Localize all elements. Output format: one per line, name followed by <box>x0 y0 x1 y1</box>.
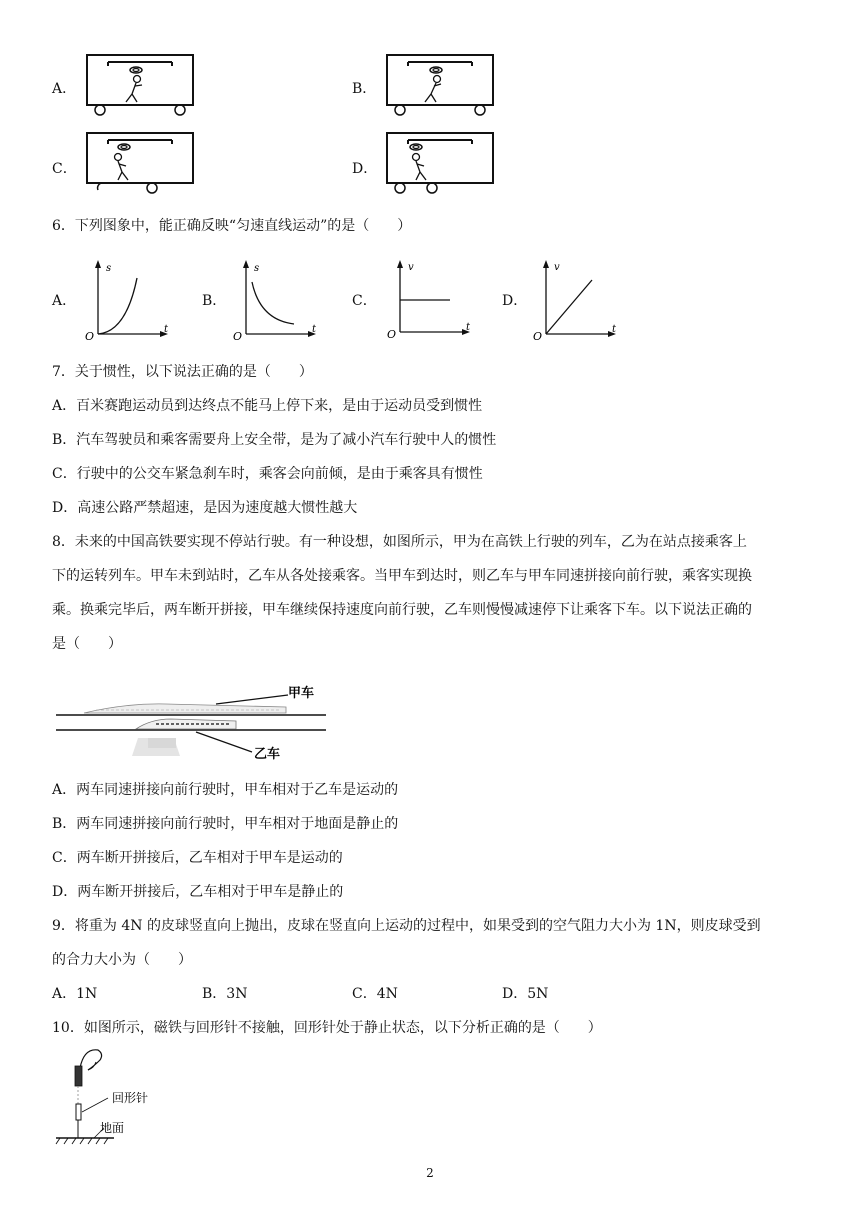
q8-stem-line-3: 乘。换乘完毕后，两车断开拼接，甲车继续保持速度向前行驶，乙车则慢慢减速停下让乘客下车。以下说法正确的 <box>52 602 752 618</box>
q5-option-b-letter: B． <box>352 81 377 97</box>
q6-graph-b-x-label: t <box>312 324 317 335</box>
q8-option-a: A．两车同速拼接向前行驶时，甲车相对于乙车是运动的 <box>52 782 399 798</box>
q7-option-c: C．行驶中的公交车紧急刹车时，乘客会向前倾，是由于乘客具有惯性 <box>52 466 483 482</box>
q6-graph-a <box>82 258 172 346</box>
q8-label-train-b: 乙车 <box>254 747 281 762</box>
q9-option-a: A．1N <box>52 986 98 1002</box>
q6-graph-d-x-label: t <box>612 324 617 335</box>
q9-stem-line-2: 的合力大小为（ ） <box>52 952 192 968</box>
q6-stem: 6．下列图象中，能正确反映“匀速直线运动”的是（ ） <box>52 218 412 234</box>
q6-graph-c <box>384 258 474 346</box>
q7-option-a: A．百米赛跑运动员到达终点不能马上停下来，是由于运动员受到惯性 <box>52 398 483 414</box>
q6-graph-b-y-label: s <box>254 263 260 274</box>
q6-graph-a-x-label: t <box>164 324 169 335</box>
q6-option-a-letter: A． <box>52 293 77 309</box>
q8-option-b: B．两车同速拼接向前行驶时，甲车相对于地面是静止的 <box>52 816 399 832</box>
q6-option-c-letter: C． <box>352 293 377 309</box>
q9-option-c: C．4N <box>352 986 398 1002</box>
q5-figure-c <box>80 130 200 195</box>
q6-graph-c-x-label: t <box>466 322 471 333</box>
q8-stem-line-4: 是（ ） <box>52 636 122 652</box>
q10-label-clip: 回形针 <box>112 1091 149 1105</box>
q7-stem: 7．关于惯性，以下说法正确的是（ ） <box>52 364 313 380</box>
q5-figure-a <box>80 52 200 117</box>
q9-stem-line-1: 9．将重为 4N 的皮球竖直向上抛出，皮球在竖直向上运动的过程中，如果受到的空气阻力大小为 1N，则皮球受到 <box>52 918 761 934</box>
q10-figure-magnet-clip <box>54 1046 194 1150</box>
q8-stem-line-2: 下的运转列车。甲车未到站时，乙车从各处接乘客。当甲车到达时，则乙车与甲车同速拼接向前行驶，乘客实现换 <box>52 568 752 584</box>
q6-graph-b <box>230 258 320 346</box>
q10-stem: 10．如图所示，磁铁与回形针不接触，回形针处于静止状态，以下分析正确的是（ ） <box>52 1020 602 1036</box>
q5-option-a-letter: A． <box>52 81 77 97</box>
q6-graph-d <box>530 258 620 346</box>
q6-graph-d-origin: O <box>533 330 543 343</box>
q8-option-d: D．两车断开拼接后，乙车相对于甲车是静止的 <box>52 884 344 900</box>
q5-figure-d <box>380 130 500 195</box>
q6-option-d-letter: D． <box>502 293 528 309</box>
q5-figure-b <box>380 52 500 117</box>
q6-graph-b-origin: O <box>233 330 243 343</box>
q9-option-d: D．5N <box>502 986 549 1002</box>
q8-stem-line-1: 8．未来的中国高铁要实现不停站行驶。有一种设想，如图所示，甲为在高铁上行驶的列车，乙为在站点接乘客上 <box>52 534 747 550</box>
q8-option-c: C．两车断开拼接后，乙车相对于甲车是运动的 <box>52 850 343 866</box>
q9-option-b: B．3N <box>202 986 248 1002</box>
q8-label-train-a: 甲车 <box>288 686 315 701</box>
q6-graph-a-origin: O <box>85 330 95 343</box>
q6-graph-c-y-label: v <box>408 262 414 273</box>
q8-figure-trains <box>56 676 336 764</box>
page-number: 2 <box>426 1166 434 1180</box>
q5-option-d-letter: D． <box>352 161 378 177</box>
q6-graph-c-origin: O <box>387 328 397 341</box>
q7-option-b: B．汽车驾驶员和乘客需要舟上安全带，是为了减小汽车行驶中人的惯性 <box>52 432 497 448</box>
q7-option-d: D．高速公路严禁超速，是因为速度越大惯性越大 <box>52 500 358 516</box>
q6-graph-d-y-label: v <box>554 262 560 273</box>
q6-graph-a-y-label: s <box>106 263 112 274</box>
q6-option-b-letter: B． <box>202 293 227 309</box>
q10-label-ground: 地面 <box>100 1121 125 1135</box>
q5-option-c-letter: C． <box>52 161 77 177</box>
